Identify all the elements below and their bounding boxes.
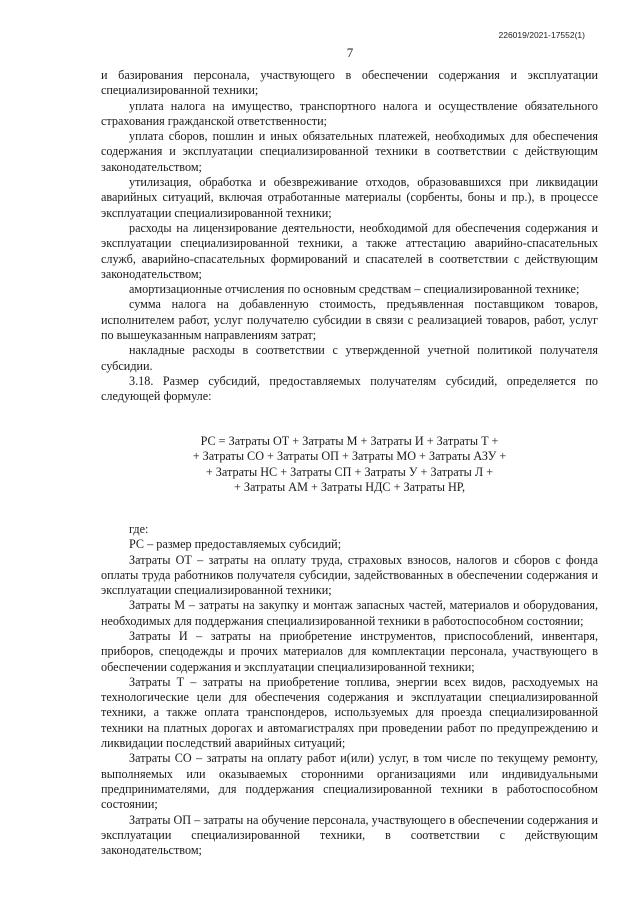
document-id: 226019/2021-17552(1) (498, 30, 585, 40)
where-label: где: (129, 521, 149, 536)
document-body (101, 68, 598, 858)
definition: РС – размер предоставляемых субсидий; (129, 537, 342, 552)
formula-line: + Затраты НС + Затраты СП + Затраты У + Затраты Л + (205, 464, 494, 479)
definition: Затраты И – затраты на приобретение инструментов, приспособлений, инвентаря, приборов, спецодежды и прочих материалов для комплектации персонала, участвующего в обеспечении содержания и эксплуатации специализированной техники; (101, 628, 598, 674)
paragraph: уплата налога на имущество, транспортного налога и осуществление обязательного страхования гражданской ответственности; (101, 98, 598, 128)
paragraph: амортизационные отчисления по основным средствам – специализированной технике; (129, 282, 580, 297)
definition: Затраты Т – затраты на приобретение топлива, энергии всех видов, расходуемых на технологические цели для обеспечения содержания и эксплуатации специализированной техники, а также оплата транспондеров, используемых для проезда специализированной техники на платных дорогах и автомагистралях при проведении работ по предупреждению и ликвидации последствий аварийных ситуаций; (101, 674, 598, 751)
definition: Затраты СО – затраты на оплату работ и(или) услуг, в том числе по текущему ремонту, выполняемых или оказываемых сторонними организациями или индивидуальными предпринимателями, для поддержания специализированной техники в работоспособном состоянии; (101, 751, 598, 812)
page-number: 7 (346, 45, 354, 60)
section-paragraph: 3.18. Размер субсидий, предоставляемых получателям субсидий, определяется по следующей формуле: (101, 373, 598, 404)
paragraph: расходы на лицензирование деятельности, необходимой для обеспечения содержания и эксплуатации специализированной техники, а также аттестацию аварийно-спасательных служб, аварийно-спасательных формирований и спасателей в соответствии с действующим законодательством; (101, 220, 598, 281)
definition: Затраты ОТ – затраты на оплату труда, страховых взносов, налогов и сборов с фонда оплаты труда работников получателя субсидии, задействованных в обеспечении содержания и эксплуатации специализированной техники; (101, 552, 598, 598)
paragraph: утилизация, обработка и обезвреживание отходов, образовавшихся при ликвидации аварийных ситуаций, включая отработанные материалы (сорбенты, боны и пр.), в процессе эксплуатации специализированной техники; (101, 175, 598, 220)
formula-line: РС = Затраты ОТ + Затраты М + Затраты И + Затраты Т + (200, 433, 499, 448)
paragraph: сумма налога на добавленную стоимость, предъявленная поставщиком товаров, исполнителем работ, услуг получателю субсидии в связи с реализацией товаров, работ, услуг по вышеуказанным направлениям затрат; (101, 297, 598, 343)
formula-line: + Затраты СО + Затраты ОП + Затраты МО + Затраты АЗУ + (192, 449, 507, 464)
paragraph: уплата сборов, пошлин и иных обязательных платежей, необходимых для обеспечения содержания и эксплуатации специализированной техники в соответствии с действующим законодательством; (101, 129, 598, 174)
formula-line: + Затраты АМ + Затраты НДС + Затраты НР, (233, 480, 466, 495)
subsidy-formula (101, 434, 598, 496)
paragraph: накладные расходы в соответствии с утвержденной учетной политикой получателя субсидии. (101, 343, 598, 373)
definition: Затраты ОП – затраты на обучение персонала, участвующего в обеспечении содержания и эксплуатации специализированной техники, в соответствии с действующим законодательством; (101, 812, 598, 858)
paragraph: и базирования персонала, участвующего в обеспечении содержания и эксплуатации специализированной техники; (101, 68, 598, 98)
definition: Затраты М – затраты на закупку и монтаж запасных частей, материалов и оборудования, необходимых для поддержания специализированной техники в работоспособном состоянии; (101, 598, 598, 628)
